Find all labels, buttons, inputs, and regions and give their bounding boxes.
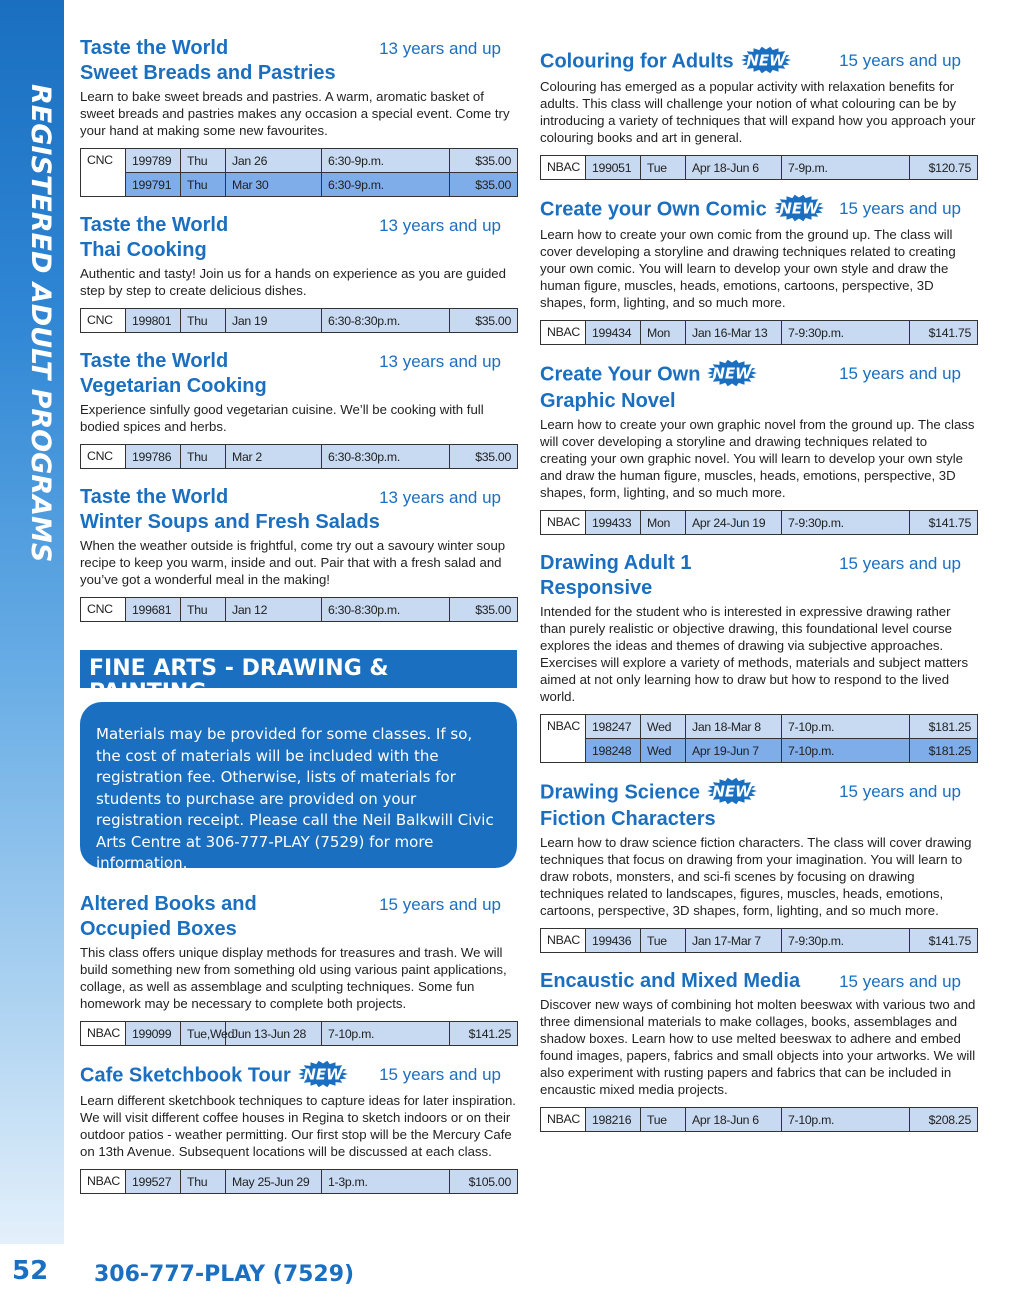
new-badge-label: NEW [745, 51, 786, 70]
day-cell: Wed [641, 715, 686, 739]
course-age: 15 years and up [839, 972, 961, 991]
location-cell: CNC [81, 598, 126, 622]
sidebar-title: REGISTERED ADULT PROGRAMS [25, 84, 56, 563]
course-title-text: Taste the World [80, 214, 229, 236]
course-header [80, 1062, 517, 1090]
schedule-row[interactable] [81, 1170, 518, 1194]
fee-cell: $141.75 [910, 511, 978, 535]
new-badge-label: NEW [303, 1065, 343, 1084]
fee-cell: $35.00 [450, 309, 518, 333]
course-header [80, 36, 517, 86]
dates-cell: Apr 24-Jun 19 [686, 511, 782, 535]
new-badge-label: NEW [712, 364, 753, 383]
course-listing [540, 551, 977, 763]
course-age: 15 years and up [839, 554, 961, 573]
dates-cell: Jan 18-Mar 8 [686, 715, 782, 739]
day-cell: Tue [641, 156, 686, 180]
new-starburst-icon [740, 46, 792, 74]
day-cell: Thu [181, 173, 226, 197]
course-title-text: Thai Cooking [80, 239, 207, 261]
course-title-line [540, 551, 857, 576]
course-title-line [540, 389, 857, 414]
dates-cell: Mar 2 [226, 445, 322, 469]
course-code-cell: 199527 [126, 1170, 181, 1194]
course-description: Learn how to draw science fiction characters. The class will cover drawing techniques that focus on drawing from your imagination. You will learn to draw robots, monsters, and sci-fi scenes by focusing on drawing techniques related to landscapes, figures, muscles, heads, emotions, cartoons, perspective, 3D shapes, form, lighting, and so much more. [540, 835, 972, 918]
time-cell: 6:30-9p.m. [322, 149, 450, 173]
course-description: Experience sinfully good vegetarian cuisine. We’ll be cooking with full bodied spices and herbs. [80, 402, 484, 434]
fee-cell: $105.00 [450, 1170, 518, 1194]
course-title-line [80, 374, 397, 399]
location-cell: NBAC [541, 715, 586, 763]
course-code-cell: 199801 [126, 309, 181, 333]
course-age: 15 years and up [839, 199, 961, 218]
dates-cell: Apr 18-Jun 6 [686, 156, 782, 180]
course-age: 15 years and up [379, 1065, 501, 1084]
course-code-cell: 198248 [586, 739, 641, 763]
course-title-text: Taste the World [80, 37, 229, 59]
dates-cell: Jan 19 [226, 309, 322, 333]
time-cell: 7-10p.m. [782, 715, 910, 739]
schedule-row[interactable] [81, 173, 518, 197]
dates-cell: Apr 18-Jun 6 [686, 1108, 782, 1132]
course-listing [540, 48, 977, 180]
schedule-table [80, 308, 518, 333]
new-starburst-icon [773, 194, 825, 222]
page-number: 52 [12, 1256, 49, 1286]
right-column [540, 48, 977, 1148]
course-description: This class offers unique display methods for treasures and trash. We will build something new from something old using various paint applications, collage, as well as assemblage and sculpting techniques. Some fun homework may be necessary to complete both projects. [80, 945, 507, 1011]
fee-cell: $181.25 [910, 715, 978, 739]
course-listing [80, 349, 517, 469]
course-title-text: Create your Own Comic [540, 198, 767, 221]
schedule-row[interactable] [541, 156, 978, 180]
time-cell: 7-9p.m. [782, 156, 910, 180]
course-title-line [540, 48, 857, 76]
course-listing [80, 1062, 517, 1194]
course-listing [80, 213, 517, 333]
fee-cell: $208.25 [910, 1108, 978, 1132]
new-badge-label: NEW [779, 199, 819, 218]
course-title-text: Drawing Adult 1 [540, 552, 692, 574]
course-code-cell: 199791 [126, 173, 181, 197]
left-column [80, 36, 517, 1210]
course-title-line [80, 485, 397, 510]
schedule-table [540, 714, 978, 763]
day-cell: Mon [641, 321, 686, 345]
footer-phone: 306-777-PLAY (7529) [94, 1262, 355, 1287]
materials-note: Materials may be provided for some classes. If so, the cost of materials will be included with the registration fee. Otherwise, lists of materials for students to purchase are provided on your registration receipt. Please call the Neil Balkwill Civic Arts Centre at 306-777-PLAY (7529) for more information. [80, 702, 517, 868]
day-cell: Wed [641, 739, 686, 763]
course-code-cell: 199434 [586, 321, 641, 345]
course-header [540, 361, 977, 414]
schedule-row[interactable] [541, 511, 978, 535]
schedule-table [80, 148, 518, 197]
day-cell: Tue [641, 1108, 686, 1132]
new-starburst-icon [706, 777, 758, 805]
time-cell: 6:30-8:30p.m. [322, 445, 450, 469]
course-code-cell: 198247 [586, 715, 641, 739]
course-title-line [80, 917, 397, 942]
schedule-table [80, 444, 518, 469]
course-title-text: Graphic Novel [540, 390, 676, 412]
course-code-cell: 198216 [586, 1108, 641, 1132]
fee-cell: $35.00 [450, 149, 518, 173]
location-cell: NBAC [541, 156, 586, 180]
course-title-line [80, 238, 397, 263]
course-description: Intended for the student who is interested in expressive drawing rather than purely realistic or objective drawing, this foundational level course explores the ideas and themes of drawing via subjective approaches. Exercises will explore a variety of methods, materials and subject matters aimed at not only learning how to draw but how to respond to the lived world. [540, 604, 969, 704]
fee-cell: $181.25 [910, 739, 978, 763]
day-cell: Mon [641, 511, 686, 535]
schedule-table [540, 928, 978, 953]
course-description: Discover new ways of combining hot molten beeswax with various two and three dimensional materials to make collages, books, assemblages and shadow boxes. Learn how to use melted beeswax to adhere and embed found images, papers, fabrics and small objects into your artworks. We will also experiment with rusting papers and fabrics that can be included in encaustic mixed media projects. [540, 997, 976, 1097]
course-header [80, 892, 517, 942]
course-title-line [80, 213, 397, 238]
course-listing [540, 969, 977, 1132]
course-title-line [540, 807, 857, 832]
course-code-cell: 199681 [126, 598, 181, 622]
schedule-row[interactable] [81, 598, 518, 622]
schedule-row[interactable] [541, 929, 978, 953]
time-cell: 6:30-8:30p.m. [322, 309, 450, 333]
schedule-row[interactable] [541, 321, 978, 345]
schedule-table [80, 597, 518, 622]
course-header [80, 485, 517, 535]
course-title-text: Encaustic and Mixed Media [540, 970, 801, 992]
section-title: FINE ARTS - DRAWING & PAINTING [80, 650, 517, 688]
fee-cell: $35.00 [450, 598, 518, 622]
new-badge-label: NEW [712, 782, 752, 801]
dates-cell: Jan 16-Mar 13 [686, 321, 782, 345]
course-title-text: Taste the World [80, 350, 229, 372]
location-cell: NBAC [81, 1170, 126, 1194]
location-cell: NBAC [541, 929, 586, 953]
course-title-text: Vegetarian Cooking [80, 375, 267, 397]
day-cell: Thu [181, 309, 226, 333]
course-listing [80, 485, 517, 622]
schedule-table [540, 1107, 978, 1132]
schedule-table [80, 1021, 518, 1046]
course-title-line [80, 510, 397, 535]
dates-cell: Jan 17-Mar 7 [686, 929, 782, 953]
time-cell: 7-9:30p.m. [782, 929, 910, 953]
schedule-table [80, 1169, 518, 1194]
course-code-cell: 199436 [586, 929, 641, 953]
fee-cell: $120.75 [910, 156, 978, 180]
course-title-text: Occupied Boxes [80, 918, 237, 940]
time-cell: 7-10p.m. [322, 1022, 450, 1046]
course-age: 15 years and up [839, 364, 961, 383]
schedule-table [540, 320, 978, 345]
course-header [540, 551, 977, 601]
dates-cell: Jan 12 [226, 598, 322, 622]
location-cell: NBAC [541, 511, 586, 535]
fee-cell: $141.75 [910, 929, 978, 953]
schedule-row[interactable] [81, 445, 518, 469]
course-header [540, 779, 977, 832]
course-title-line [540, 779, 857, 807]
course-title-text: Fiction Characters [540, 808, 716, 830]
new-starburst-icon [706, 359, 758, 387]
course-title-text: Sweet Breads and Pastries [80, 62, 336, 84]
course-description: Learn different sketchbook techniques to capture ideas for later inspiration. We will visit different coffee houses in Regina to sketch indoors or on their outdoor patios - weather permitting. Our first stop will be the Mercury Cafe on 13th Avenue. Subsequent locations will be discussed at each class. [80, 1093, 516, 1159]
course-title-text: Winter Soups and Fresh Salads [80, 511, 380, 533]
day-cell: Thu [181, 149, 226, 173]
location-cell: NBAC [541, 1108, 586, 1132]
course-age: 13 years and up [379, 352, 501, 371]
course-title-text: Responsive [540, 577, 653, 599]
time-cell: 7-10p.m. [782, 739, 910, 763]
course-listing [540, 779, 977, 953]
fee-cell: $35.00 [450, 173, 518, 197]
course-title-line [80, 349, 397, 374]
time-cell: 7-10p.m. [782, 1108, 910, 1132]
location-cell: CNC [81, 309, 126, 333]
schedule-row[interactable] [541, 715, 978, 739]
day-cell: Thu [181, 445, 226, 469]
course-description: Authentic and tasty! Join us for a hands on experience as you are guided step by step to create delicious dishes. [80, 266, 506, 298]
time-cell: 6:30-9p.m. [322, 173, 450, 197]
course-age: 13 years and up [379, 488, 501, 507]
course-listing [80, 36, 517, 197]
course-description: Learn to bake sweet breads and pastries. A warm, aromatic basket of sweet breads and pastries makes any occasion a special event. Come try your hand at making some new favourites. [80, 89, 510, 138]
course-title-text: Create Your Own [540, 363, 701, 386]
course-title-text: Cafe Sketchbook Tour [80, 1064, 291, 1087]
course-title-line [80, 61, 397, 86]
dates-cell: Jan 26 [226, 149, 322, 173]
day-cell: Thu [181, 598, 226, 622]
course-header [80, 349, 517, 399]
time-cell: 7-9:30p.m. [782, 321, 910, 345]
course-header [540, 196, 977, 224]
course-code-cell: 199433 [586, 511, 641, 535]
course-header [540, 48, 977, 76]
course-age: 15 years and up [379, 895, 501, 914]
course-header [540, 969, 977, 994]
course-description: Learn how to create your own graphic novel from the ground up. The class will cover developing a storyline and drawing techniques related to creating your own graphic novel. You will learn to develop your own style and draw the human figure, muscles, heads, emotions, perspective, 3D shapes, form, lighting, and so much more. [540, 417, 975, 500]
course-age: 15 years and up [839, 51, 961, 70]
day-cell: Tue [641, 929, 686, 953]
time-cell: 7-9:30p.m. [782, 511, 910, 535]
location-cell: CNC [81, 149, 126, 197]
course-listing [80, 892, 517, 1046]
course-title-line [80, 892, 397, 917]
schedule-table [540, 155, 978, 180]
course-code-cell: 199099 [126, 1022, 181, 1046]
schedule-row[interactable] [81, 149, 518, 173]
dates-cell: May 25-Jun 29 [226, 1170, 322, 1194]
course-listing [540, 361, 977, 535]
course-title-line [540, 361, 857, 389]
schedule-table [540, 510, 978, 535]
course-description: When the weather outside is frightful, come try out a savoury winter soup recipe to keep you warm, inside and out. Pair that with a fresh salad and you’ve got a wonderful meal in the making! [80, 538, 506, 587]
fee-cell: $35.00 [450, 445, 518, 469]
dates-cell: Jun 13-Jun 28 [226, 1022, 322, 1046]
sidebar-band [0, 0, 64, 1244]
course-age: 13 years and up [379, 39, 501, 58]
course-description: Colouring has emerged as a popular activity with relaxation benefits for adults. This class will challenge your notion of what colouring can be by introducing a variety of techniques that will expand how you approach your colouring books and art in general. [540, 79, 976, 145]
course-title-line [540, 969, 857, 994]
course-title-line [80, 36, 397, 61]
course-listing [540, 196, 977, 345]
course-age: 15 years and up [839, 782, 961, 801]
day-cell: Thu [181, 1170, 226, 1194]
course-age: 13 years and up [379, 216, 501, 235]
course-code-cell: 199786 [126, 445, 181, 469]
time-cell: 6:30-8:30p.m. [322, 598, 450, 622]
fee-cell: $141.25 [450, 1022, 518, 1046]
course-title-text: Colouring for Adults [540, 50, 734, 73]
location-cell: NBAC [541, 321, 586, 345]
course-title-line [80, 1062, 397, 1090]
course-title-line [540, 576, 857, 601]
schedule-row[interactable] [541, 1108, 978, 1132]
course-header [80, 213, 517, 263]
dates-cell: Apr 19-Jun 7 [686, 739, 782, 763]
new-starburst-icon [297, 1060, 349, 1088]
course-description: Learn how to create your own comic from the ground up. The class will cover developing a storyline and drawing techniques related to creating your own comic. You will learn to develop your own style and draw the human figure, muscles, heads, emotions, cartoons, perspective, 3D shapes, form, lighting, and so much more. [540, 227, 956, 310]
course-title-line [540, 196, 857, 224]
left-course-list-bottom [80, 892, 517, 1194]
course-title-text: Taste the World [80, 486, 229, 508]
schedule-row[interactable] [81, 1022, 518, 1046]
course-title-text: Altered Books and [80, 893, 257, 915]
location-cell: NBAC [81, 1022, 126, 1046]
day-cell: Tue,Wed [181, 1022, 226, 1046]
course-code-cell: 199051 [586, 156, 641, 180]
location-cell: CNC [81, 445, 126, 469]
course-code-cell: 199789 [126, 149, 181, 173]
right-course-list [540, 48, 977, 1132]
schedule-row[interactable] [81, 309, 518, 333]
left-course-list-top [80, 36, 517, 622]
dates-cell: Mar 30 [226, 173, 322, 197]
time-cell: 1-3p.m. [322, 1170, 450, 1194]
course-title-text: Drawing Science [540, 781, 701, 804]
schedule-row[interactable] [541, 739, 978, 763]
fee-cell: $141.75 [910, 321, 978, 345]
